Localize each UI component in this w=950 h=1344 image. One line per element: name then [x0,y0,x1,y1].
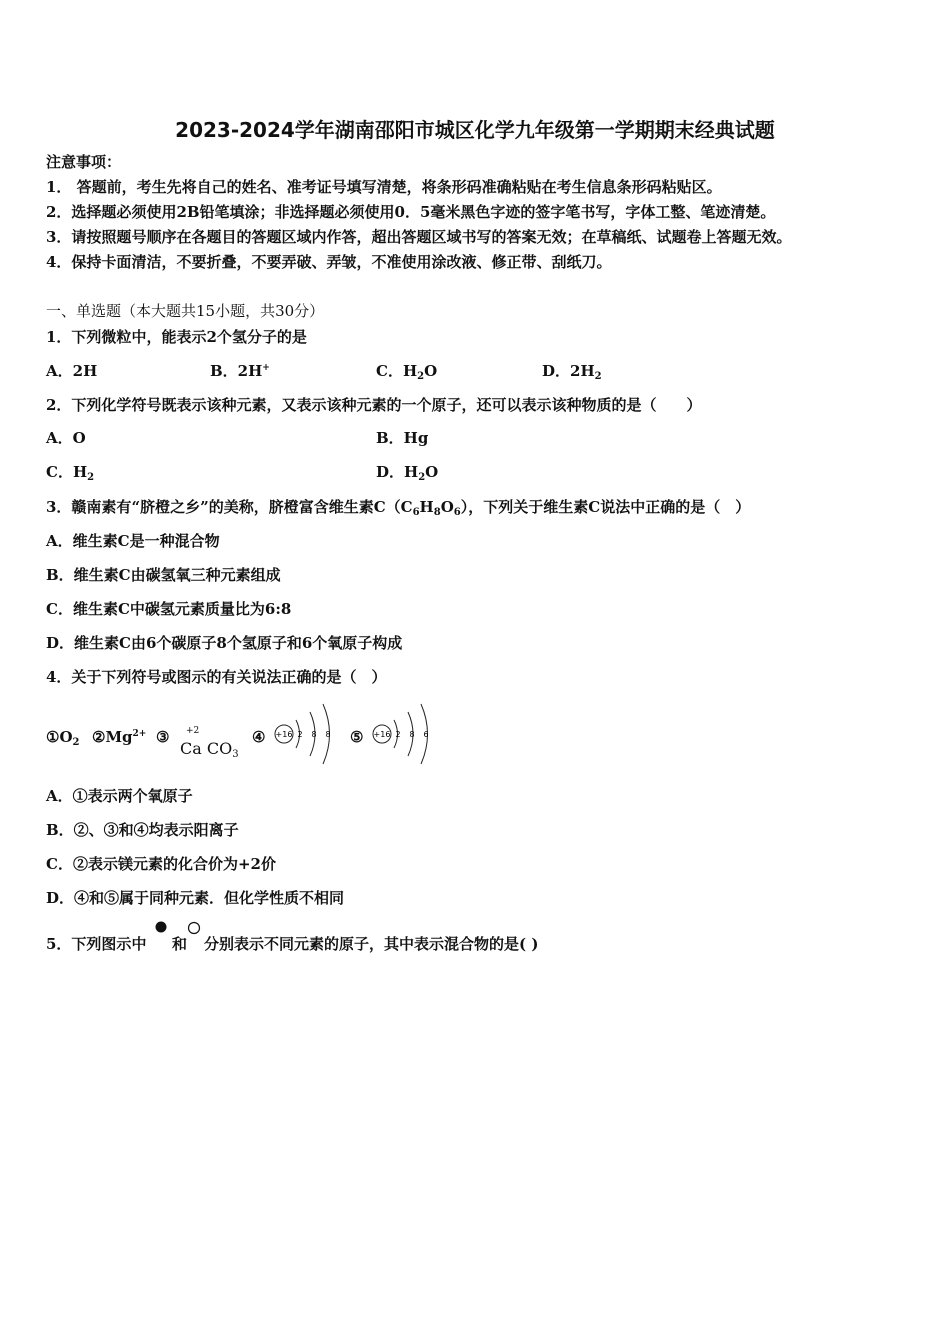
question-3-stem: 3．赣南素有“脐橙之乡”的美称，脐橙富含维生素$C(C_6H_8O_6)$，下列关于维生素C说法中正确的是（ ） [46,498,751,518]
page-title: 2023-2024学年湖南邵阳市城区化学九年级第一学期期末经典试题 [175,118,775,142]
black-atom-icon [154,920,168,934]
q4-option-d: D．④和⑤属于同种元素．但化学性质不相同 [46,889,345,907]
question-5-stem-and: 和 [172,935,188,953]
question-2-stem: 2．下列化学符号既表示该种元素，又表示该种元素的一个原子，还可以表示该种物质的是（ ） [46,396,702,414]
q3-option-d: D．维生素C由6个碳原子8个氢原子和6个氧原子构成 [46,634,403,652]
shell-electrons: 8 [409,730,415,739]
q4-option-b: B．②、③和④均表示阳离子 [46,821,239,839]
shell-electrons: 8 [325,730,331,739]
q1-option-c: C．$H_2O$ [376,362,438,382]
shell-electrons: 2 [395,730,401,739]
q1-option-a: A．2H [46,362,98,380]
figure-item-5-label: ⑤ [350,728,364,746]
question-4-stem: 4．关于下列符号或图示的有关说法正确的是（ ） [46,668,387,686]
q2-option-c: C．$H_2$ [46,463,95,483]
white-atom-icon [186,920,202,936]
figure-item-3-label: ③ [156,728,170,746]
shell-electrons: 2 [297,730,303,739]
q4-option-c: C．②表示镁元素的化合价为+2价 [46,855,276,873]
atom-structure-diagram-4 [270,700,336,766]
q2-option-d: D．$H_2O$ [376,463,439,483]
q2-option-a: A．O [46,429,86,447]
notice-heading: 注意事项： [46,153,122,171]
nucleus-label: +16 [275,730,293,739]
q2-option-b: B．Hg [376,429,429,447]
notice-item: 3．请按照题号顺序在各题目的答题区域内作答，超出答题区域书写的答案无效；在草稿纸、试题卷上答题无效。 [46,228,792,246]
nucleus-label: +16 [373,730,391,739]
q4-option-a: A．①表示两个氧原子 [46,787,193,805]
figure-item-4-label: ④ [252,728,266,746]
q3-option-b: B．维生素C由碳氢氧三种元素组成 [46,566,281,584]
section-heading: 一、单选题（本大题共15小题，共30分） [46,302,325,320]
figure-item-2: $②Mg^{2+}$ [92,728,147,746]
notice-item: 4．保持卡面清洁，不要折叠，不要弄破、弄皱，不准使用涂改液、修正带、刮纸刀。 [46,253,612,271]
valence-mark: +2 [186,726,200,736]
question-5-stem-end: 分别表示不同元素的原子，其中表示混合物的是( ) [204,935,539,953]
shell-electrons: 6 [423,730,429,739]
question-1-stem: 1．下列微粒中，能表示2个氢分子的是 [46,328,307,346]
question-5-stem-start: 5．下列图示中 [46,935,147,953]
q3-option-c: C．维生素C中碳氢元素质量比为6:8 [46,600,292,618]
shell-electrons: 8 [311,730,317,739]
q3-option-a: A．维生素C是一种混合物 [46,532,220,550]
calcium-carbonate-formula: Ca $CO_3$ [180,739,239,760]
q1-option-d: D．$2H_2$ [542,362,602,382]
notice-item: 2．选择题必须使用2B铅笔填涂；非选择题必须使用0．5毫米黑色字迹的签字笔书写，字体工整、笔迹清楚。 [46,203,776,221]
q1-option-b: B．2H+ [210,362,270,380]
figure-item-1: $①O_2$ [46,728,80,748]
notice-item: 1． 答题前，考生先将自己的姓名、准考证号填写清楚，将条形码准确粘贴在考生信息条形码粘贴区。 [46,178,722,196]
atom-structure-diagram-5 [368,700,434,766]
